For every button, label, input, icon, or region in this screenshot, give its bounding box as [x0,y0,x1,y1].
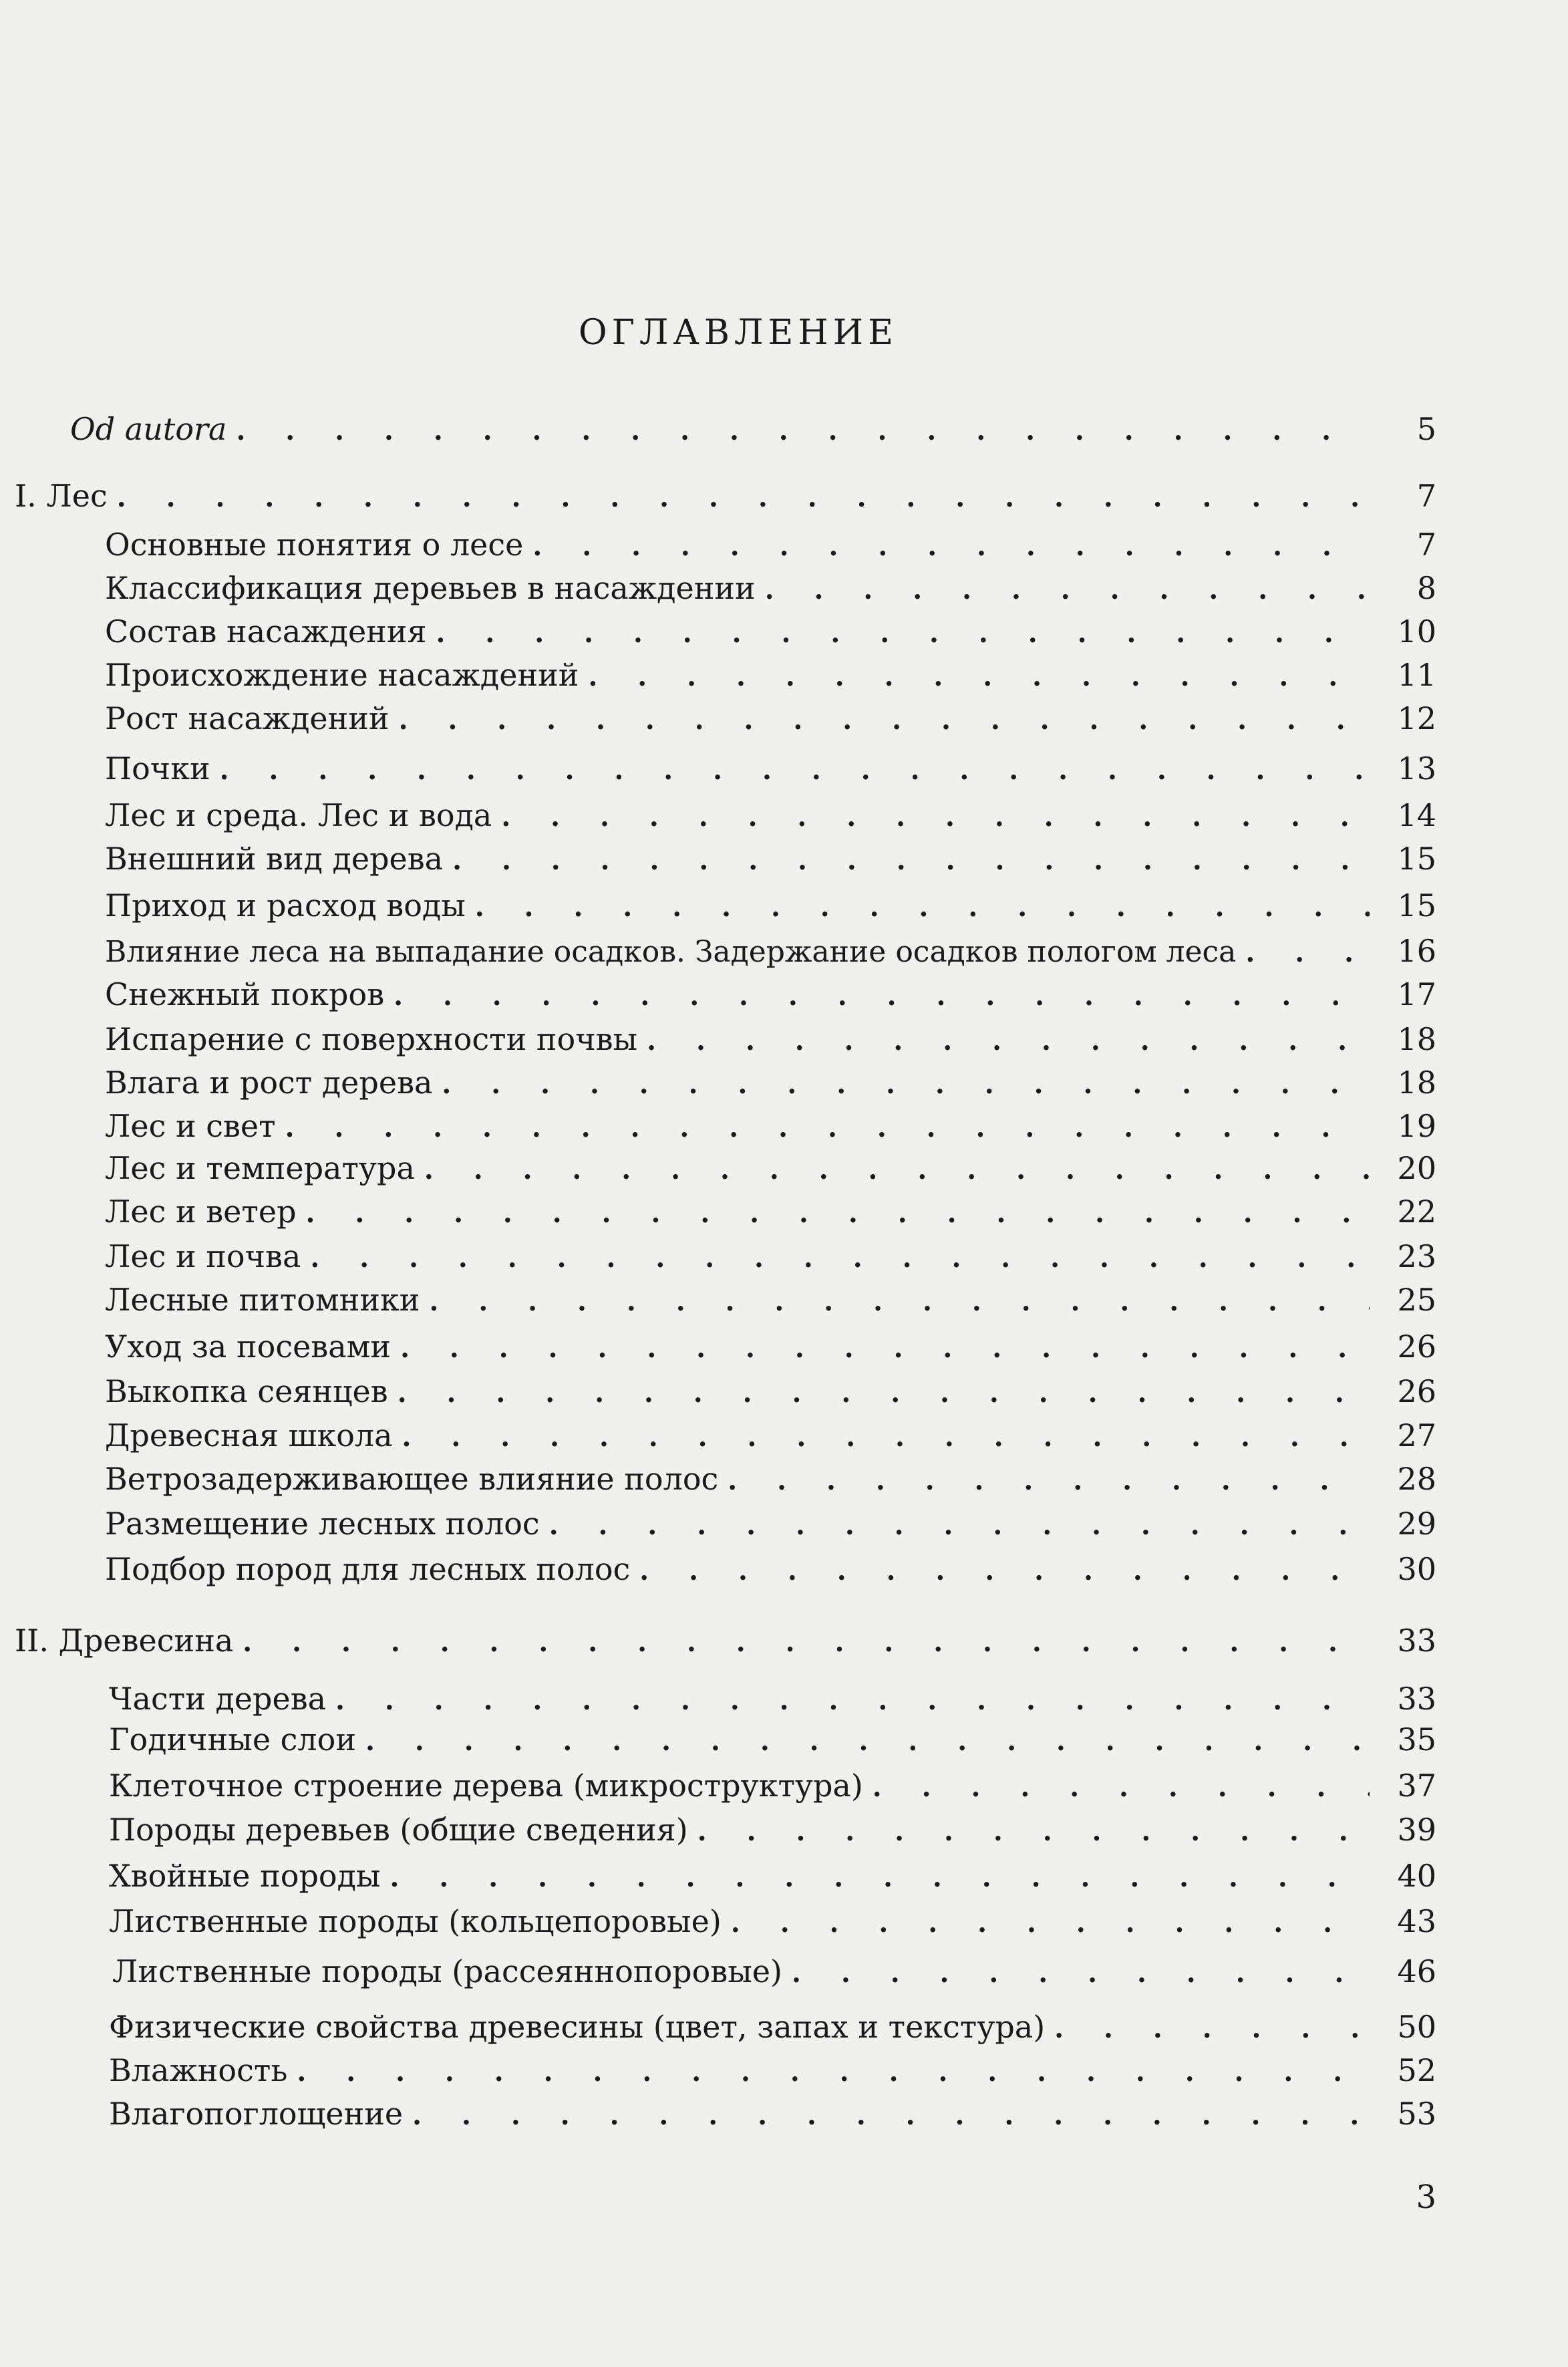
toc-entry-label: Части дерева [109,1681,327,1717]
toc-entry[interactable] [109,1719,1436,1760]
dot-leader [394,976,1370,1016]
toc-entry-page: 26 [1397,1373,1436,1409]
toc-entry-label: Влагопоглощение [109,2096,404,2132]
toc-entry-page: 7 [1416,478,1436,514]
toc-entry[interactable] [109,1901,1436,1941]
toc-entry[interactable] [105,748,1436,789]
toc-entry[interactable] [109,1810,1436,1850]
dot-leader [335,1681,1370,1721]
toc-entry-page: 33 [1397,1623,1436,1659]
toc-entry-page: 14 [1397,797,1436,833]
toc-entry-label: Влияние леса на выпадание осадков. Задержание осадков пологом леса [105,935,1237,969]
toc-entry-label: Лес и ветер [105,1194,297,1230]
toc-entry[interactable] [105,1504,1436,1544]
toc-entry-page: 37 [1397,1768,1436,1804]
toc-entry-page: 29 [1397,1506,1436,1542]
dot-leader [639,1551,1370,1591]
toc-entry[interactable] [105,1148,1436,1188]
toc-entry-label: Хвойные породы [109,1858,381,1894]
toc-entry[interactable] [109,1766,1436,1806]
dot-leader [399,700,1370,740]
toc-entry-page: 16 [1397,933,1436,969]
toc-entry[interactable] [105,1327,1436,1367]
dot-leader [452,841,1370,881]
dot-leader [365,1721,1370,1762]
toc-entry-page: 5 [1416,411,1436,447]
toc-entry[interactable] [105,1019,1436,1059]
dot-leader [647,1021,1370,1061]
page-number: 3 [1416,2179,1436,2216]
dot-leader [731,1903,1370,1943]
toc-entry-label: Влажность [109,2052,288,2088]
toc-entry[interactable] [109,1856,1436,1896]
toc-entry[interactable] [109,2050,1436,2090]
toc-entry-label: Снежный покров [105,976,385,1012]
toc-entry[interactable] [105,931,1436,971]
toc-entry[interactable] [105,1192,1436,1232]
page-title: ОГЛАВЛЕНИЕ [578,313,899,353]
dot-leader [1245,933,1370,973]
toc-entry-page: 15 [1397,841,1436,877]
toc-entry-page: 40 [1397,1858,1436,1894]
toc-entry-page: 22 [1397,1194,1436,1230]
toc-entry-page: 27 [1397,1417,1436,1453]
toc-entry[interactable] [105,655,1436,695]
toc-entry-label: Выкопка сеянцев [105,1373,388,1409]
toc-entry-page: 39 [1397,1812,1436,1848]
toc-entry-page: 28 [1397,1461,1436,1497]
toc-entry-label: Лиственные породы (рассеяннопоровые) [112,1953,782,1989]
toc-section-1[interactable] [15,476,1436,516]
toc-entry-page: 8 [1416,570,1436,606]
toc-entry-page: 33 [1397,1681,1436,1717]
toc-entry-label: Клеточное строение дерева (микроструктура) [109,1768,863,1804]
toc-entry-label: Лес и почва [105,1238,301,1274]
toc-entry[interactable] [112,1951,1436,1991]
toc-entry-page: 23 [1397,1238,1436,1274]
toc-entry[interactable] [105,568,1436,608]
toc-entry-label: Классификация деревьев в насаждении [105,570,756,606]
toc-entry-label: I. Лес [15,478,108,514]
dot-leader [429,1282,1370,1322]
dot-leader [765,570,1370,610]
dot-leader [728,1461,1370,1501]
toc-entry[interactable] [105,1371,1436,1411]
toc-entry-label: Древесная школа [105,1417,393,1453]
toc-entry-page: 17 [1397,976,1436,1012]
dot-leader [873,1768,1370,1808]
toc-entry-page: 25 [1397,1282,1436,1318]
toc-entry-page: 13 [1397,750,1436,787]
toc-entry-label: Размещение лесных полос [105,1506,540,1542]
toc-entry-label: Почки [105,750,210,787]
toc-entry-page: 30 [1397,1551,1436,1587]
toc-entry-label: Влага и рост дерева [105,1065,433,1101]
toc-entry-label: Происхождение насаждений [105,657,579,693]
toc-entry-label: Испарение с поверхности почвы [105,1021,638,1057]
toc-entry-page: 18 [1397,1021,1436,1057]
toc-entry-page: 11 [1397,657,1436,693]
toc-entry-page: 26 [1397,1329,1436,1365]
toc-entry-label: Лес и температура [105,1150,415,1186]
dot-leader [306,1194,1370,1234]
dot-leader [424,1150,1370,1190]
toc-section-2[interactable] [15,1621,1436,1661]
dot-leader [436,613,1370,654]
dot-leader [220,750,1370,791]
toc-entry-page: 53 [1397,2096,1436,2132]
toc-entry-page: 12 [1397,700,1436,736]
toc-entry-page: 18 [1397,1065,1436,1101]
toc-entry[interactable] [109,1679,1436,1719]
dot-leader [442,1065,1370,1105]
toc-entry-label: II. Древесина [15,1623,234,1659]
toc-entry[interactable] [105,1549,1436,1589]
dot-leader [588,657,1370,697]
dot-leader [402,1417,1370,1457]
toc-entry-label: Породы деревьев (общие сведения) [109,1812,688,1848]
toc-entry-label: Годичные слои [109,1721,356,1758]
toc-entry[interactable] [105,611,1436,652]
toc-entry-label: Приход и расход воды [105,887,466,924]
toc-entry-label: Лесные питомники [105,1282,420,1318]
toc-entry-label: Ветрозадерживающее влияние полос [105,1461,719,1497]
toc-entry[interactable] [109,2007,1436,2047]
dot-leader [1054,2009,1370,2049]
toc-entry-label: Состав насаждения [105,613,427,650]
dot-leader [501,797,1370,837]
toc-entry[interactable] [105,525,1436,565]
toc-entry-label: Od autora [70,411,227,447]
toc-entry[interactable] [105,1459,1436,1499]
toc-entry-label: Лиственные породы (кольцепоровые) [109,1903,722,1939]
toc-entry-label: Основные понятия о лесе [105,527,524,563]
toc-entry-page: 10 [1397,613,1436,650]
toc-entry-label: Внешний вид дерева [105,841,444,877]
dot-leader [400,1329,1370,1369]
dot-leader [243,1623,1370,1663]
dot-leader [236,411,1370,451]
toc-entry[interactable] [105,1415,1436,1455]
dot-leader [549,1506,1370,1546]
toc-entry[interactable] [105,1236,1436,1276]
toc-entry[interactable] [105,839,1436,879]
toc-entry[interactable] [105,1280,1436,1320]
toc-entry-label: Лес и среда. Лес и вода [105,797,492,833]
toc-entry-label: Лес и свет [105,1108,276,1144]
toc-entry-page: 15 [1397,887,1436,924]
dot-leader [412,2096,1370,2136]
toc-entry-page: 43 [1397,1903,1436,1939]
dot-leader [117,478,1370,518]
toc-entry-page: 19 [1397,1108,1436,1144]
dot-leader [398,1373,1370,1413]
toc-entry[interactable] [105,698,1436,738]
toc-entry-page: 52 [1397,2052,1436,2088]
dot-leader [792,1953,1370,1993]
toc-entry[interactable] [105,1106,1436,1146]
toc-entry[interactable] [105,885,1436,926]
toc-entry-page: 20 [1397,1150,1436,1186]
toc-entry-page: 50 [1397,2009,1436,2045]
dot-leader [285,1108,1370,1148]
dot-leader [297,2052,1370,2092]
dot-leader [532,527,1370,567]
toc-entry[interactable] [109,2094,1436,2134]
toc-entry[interactable] [105,974,1436,1014]
dot-leader [697,1812,1370,1852]
toc-entry[interactable] [105,795,1436,835]
toc-entry-page: 35 [1397,1721,1436,1758]
dot-leader [310,1238,1370,1278]
dot-leader [390,1858,1370,1898]
toc-entry-label: Уход за посевами [105,1329,391,1365]
toc-entry[interactable] [105,1063,1436,1103]
toc-entry-label: Физические свойства древесины (цвет, запах и текстура) [109,2009,1046,2045]
toc-entry-page: 7 [1416,527,1436,563]
toc-entry-label: Подбор пород для лесных полос [105,1551,631,1587]
dot-leader [475,887,1370,928]
toc-entry-preface[interactable] [70,409,1436,449]
toc-entry-label: Рост насаждений [105,700,389,736]
toc-entry-page: 46 [1397,1953,1436,1989]
